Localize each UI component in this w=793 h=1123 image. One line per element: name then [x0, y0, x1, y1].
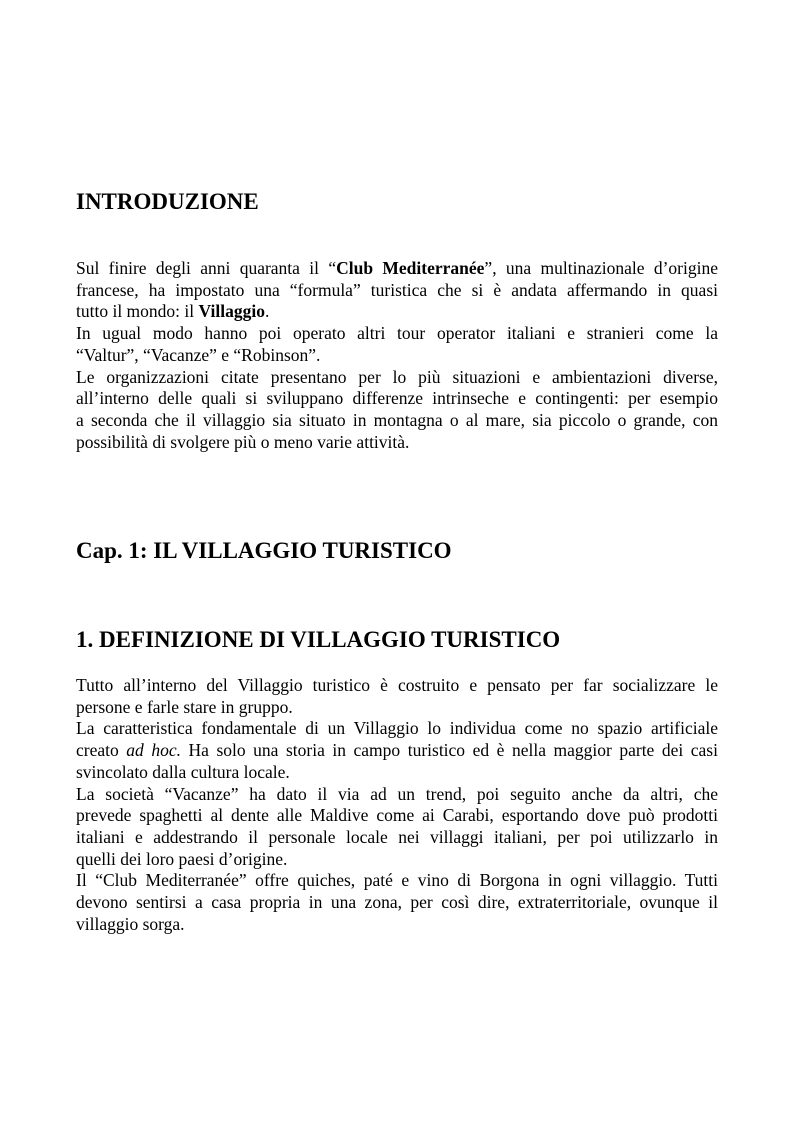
intro-paragraph-2: [76, 323, 718, 366]
text-line: villaggio sorga.: [76, 913, 185, 934]
text-line: [76, 301, 718, 323]
text-run: ”, una multinazionale d’origine: [484, 258, 718, 278]
text-line: La società “Vacanze” ha dato il via ad un trend, poi seguito anche da altri, che: [76, 783, 718, 804]
definition-paragraph-1: [76, 675, 718, 718]
text-line: [76, 258, 718, 280]
text-line: Le organizzazioni citate presentano per lo più situazioni e ambientazioni diverse,: [76, 366, 718, 387]
text-line: devono sentirsi a casa propria in una zona, per così dire, extraterritoriale, ovunque il: [76, 892, 718, 913]
text-line: persone e farle stare in gruppo.: [76, 696, 293, 717]
definition-heading: 1. DEFINIZIONE DI VILLAGGIO TURISTICO: [76, 627, 561, 652]
intro-paragraph-1: [76, 258, 718, 323]
text-line: quelli dei loro paesi d’origine.: [76, 848, 288, 869]
definition-paragraph-2: [76, 718, 718, 783]
text-run: .: [264, 301, 270, 322]
text-line: Tutto all’interno del Villaggio turistico è costruito e pensato per far socializzare le: [76, 675, 718, 695]
intro-body: [76, 258, 718, 453]
bold-term-club-mediterranee: Club Mediterranée: [336, 258, 485, 278]
definition-body: [76, 675, 718, 935]
text-run: creato: [76, 740, 127, 761]
definition-paragraph-4: [76, 870, 718, 935]
text-line: In ugual modo hanno poi operato altri tour operator italiani e stranieri come la: [76, 323, 718, 344]
text-run: Ha solo una storia in campo turistico ed è nella maggior parte dei casi: [180, 740, 718, 761]
chapter-heading: Cap. 1: IL VILLAGGIO TURISTICO: [76, 538, 452, 563]
text-line: possibilità di svolgere più o meno varie attività.: [76, 431, 410, 452]
text-run: Sul finire degli anni quaranta il “: [76, 258, 337, 278]
intro-paragraph-3: [76, 367, 718, 454]
italic-term-ad-hoc: ad hoc.: [126, 740, 181, 761]
text-line: La caratteristica fondamentale di un Villaggio lo individua come no spazio artificiale: [76, 718, 718, 739]
text-line: all’interno delle quali si sviluppano differenze intrinseche e contingenti: per esempio: [76, 388, 718, 409]
text-line: prevede spaghetti al dente alle Maldive come ai Carabi, esportando dove può prodotti: [76, 805, 718, 826]
intro-heading: INTRODUZIONE: [76, 189, 259, 214]
text-line: Il “Club Mediterranée” offre quiches, paté e vino di Borgona in ogni villaggio. Tutti: [76, 870, 718, 891]
text-line: francese, ha impostato una “formula” turistica che si è andata affermando in quasi: [76, 279, 718, 300]
text-line: italiani e addestrando il personale locale nei villaggi italiani, per poi utilizzarlo in: [76, 826, 718, 847]
definition-paragraph-3: [76, 784, 718, 871]
text-line: svincolato dalla cultura locale.: [76, 761, 290, 782]
text-line: “Valtur”, “Vacanze” e “Robinson”.: [76, 344, 321, 365]
text-line: [76, 740, 718, 762]
text-line: a seconda che il villaggio sia situato in montagna o al mare, sia piccolo o grande, con: [76, 409, 718, 430]
bold-term-villaggio: Villaggio: [198, 301, 265, 322]
text-run: tutto il mondo: il: [76, 301, 199, 322]
